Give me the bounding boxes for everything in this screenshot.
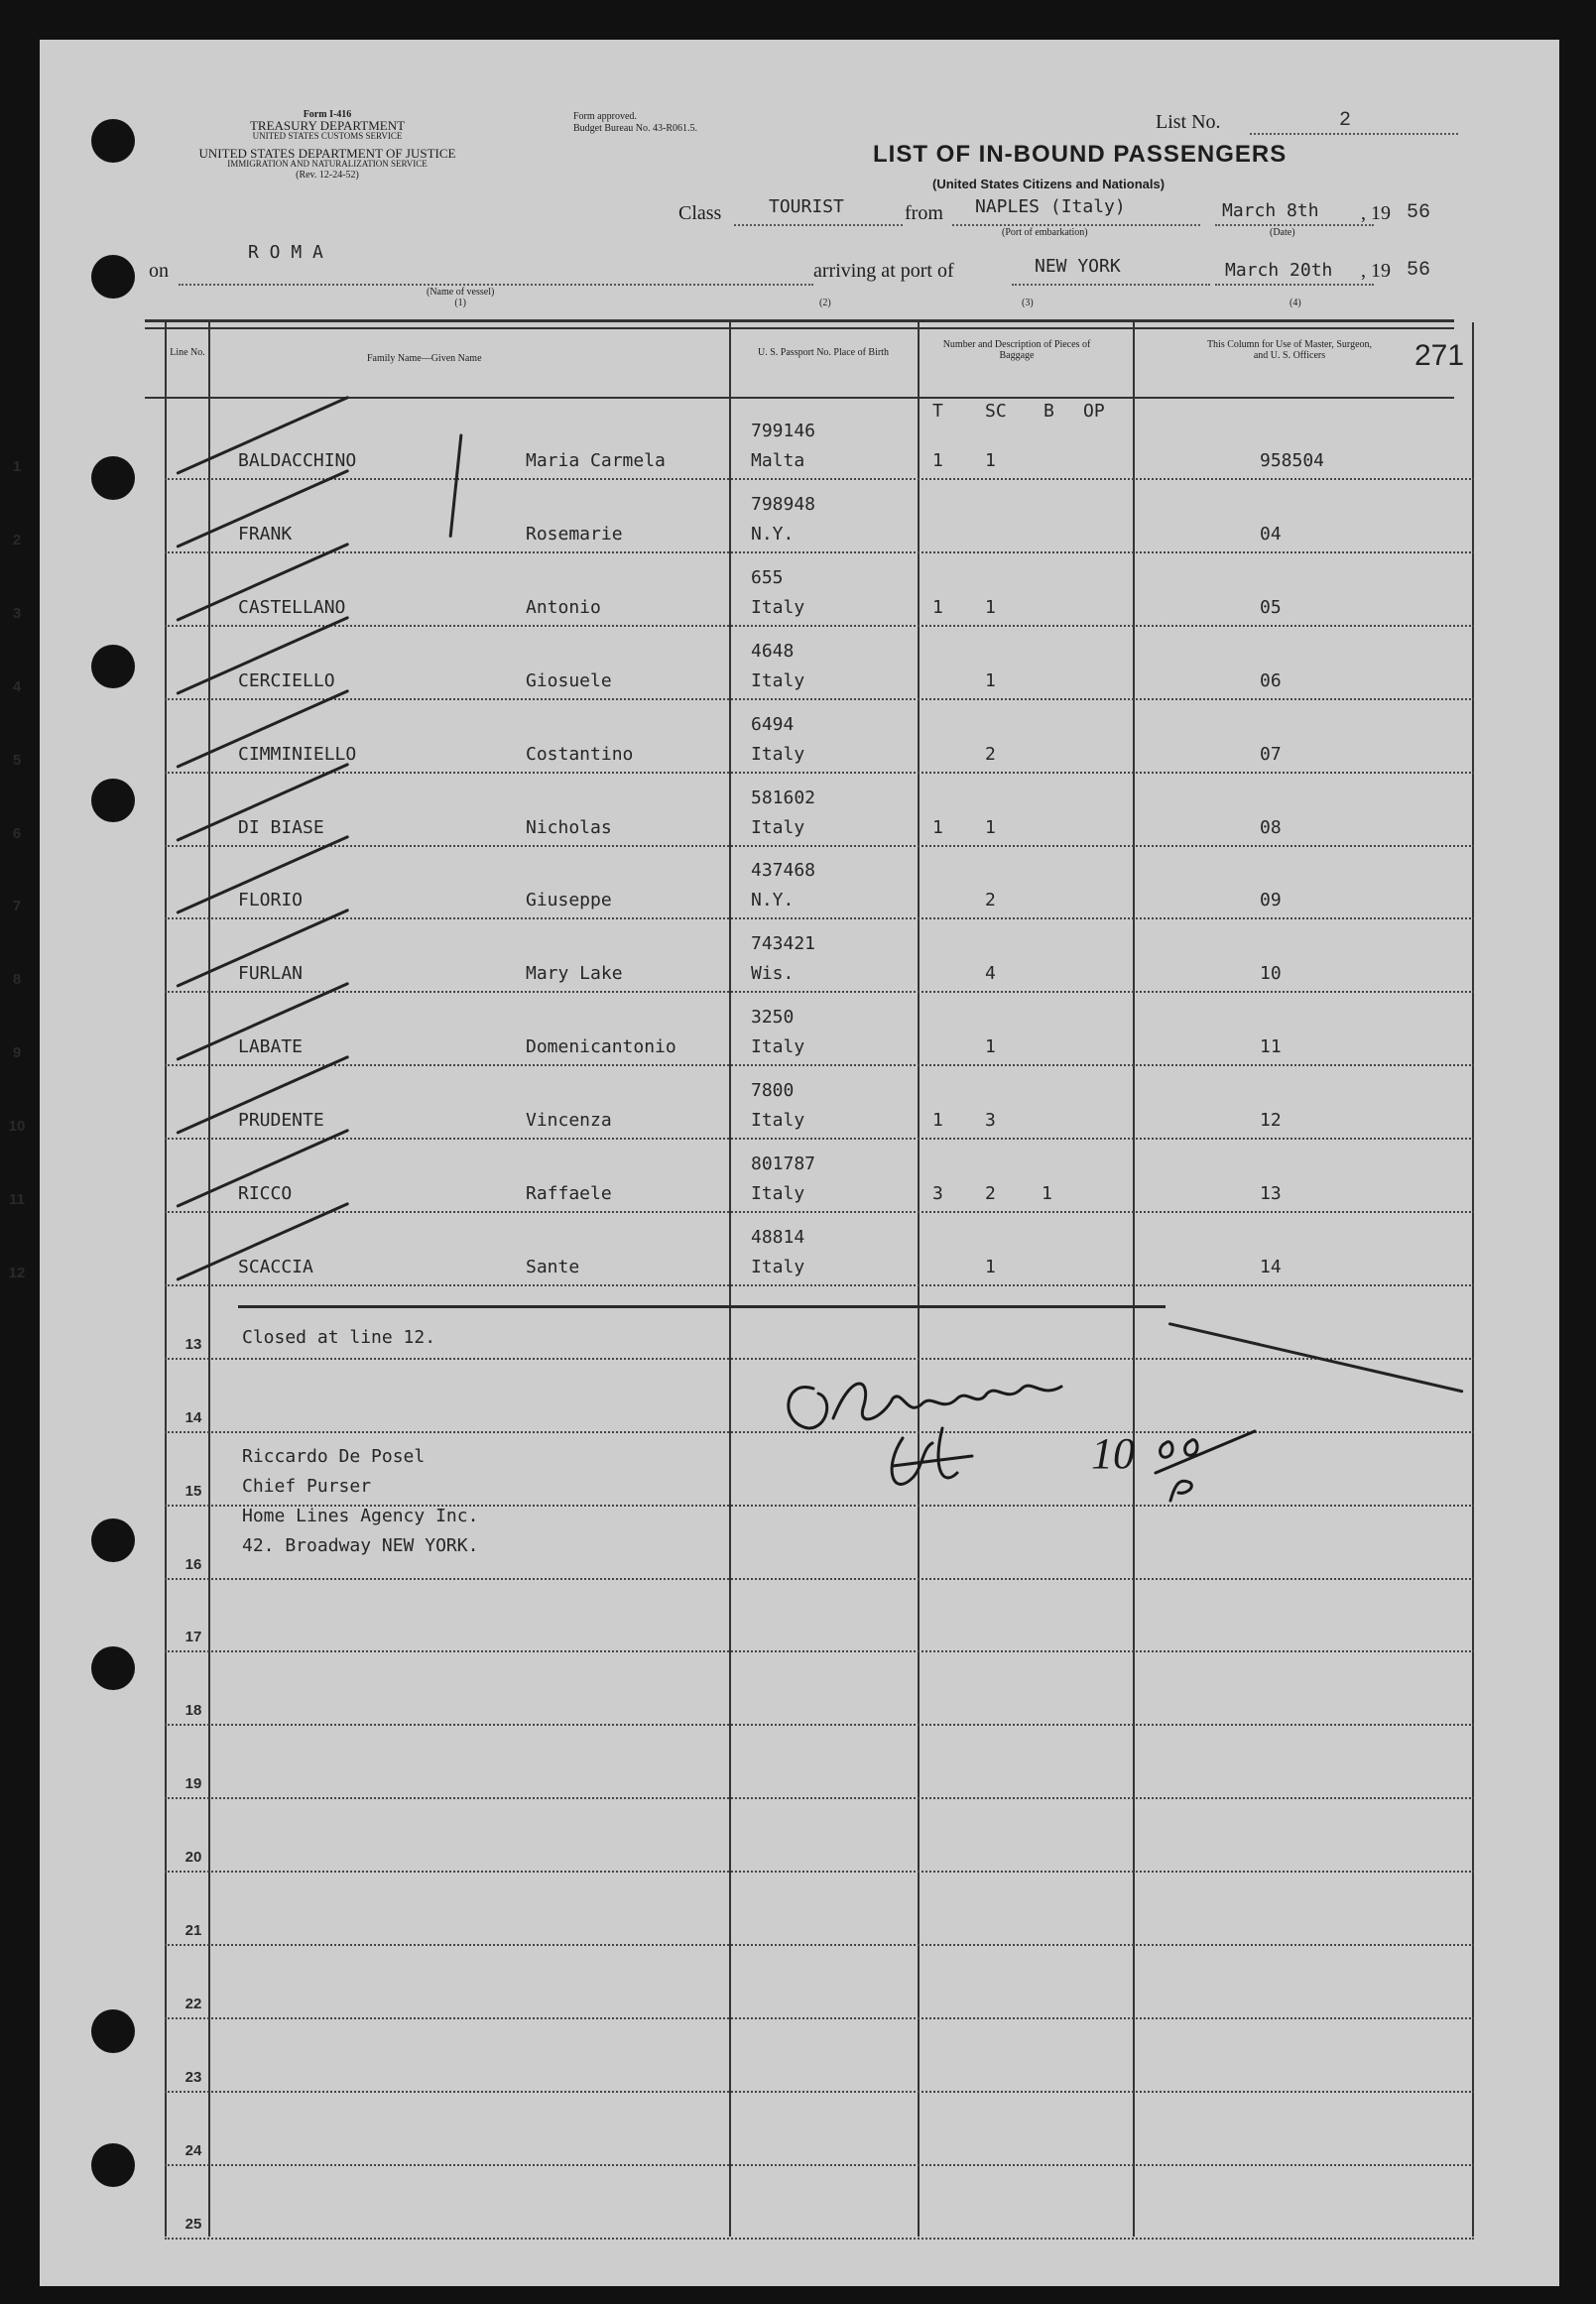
family-name: BALDACCHINO [238, 450, 357, 471]
treasury-department: TREASURY DEPARTMENT [249, 118, 406, 133]
page-subtitle: (United States Citizens and Nationals) [932, 177, 1166, 191]
row-divider [165, 1797, 1474, 1799]
row-divider [165, 991, 1474, 993]
page-title: LIST OF IN-BOUND PASSENGERS [873, 141, 1288, 168]
officer-number: 09 [1260, 890, 1282, 910]
port-caption: (Port of embarkation) [1002, 227, 1088, 238]
line-number: 10 [8, 1118, 26, 1135]
row-divider [165, 2017, 1474, 2019]
family-name: DI BIASE [238, 817, 324, 838]
closing-line [238, 1305, 1166, 1308]
officers-divider [1133, 322, 1135, 2237]
line-number: 13 [184, 1336, 202, 1353]
binder-hole [91, 779, 135, 822]
arrival-date-line [1215, 284, 1374, 286]
col-num-4: (4) [1289, 298, 1301, 308]
line-number: 14 [184, 1409, 202, 1426]
baggage-sc: 1 [985, 450, 996, 471]
row-divider [165, 2238, 1474, 2240]
agency-address: 42. Broadway NEW YORK. [242, 1535, 479, 1556]
vessel-caption-num: (1) [454, 298, 466, 308]
family-name: FLORIO [238, 890, 304, 910]
officer-number: 08 [1260, 817, 1282, 838]
form-approval [573, 111, 697, 135]
passport-number: 655 [751, 567, 784, 588]
port-of-embarkation: NAPLES (Italy) [975, 196, 1126, 217]
passport-number: 743421 [751, 933, 816, 954]
place-of-birth: Wis. [751, 963, 795, 984]
place-of-birth: Italy [751, 670, 805, 691]
vessel-name: R O M A [248, 242, 323, 263]
line-number: 4 [12, 678, 22, 695]
passport-number: 7800 [751, 1080, 795, 1101]
table-right-border [1472, 322, 1474, 2237]
baggage-sc: 2 [985, 890, 996, 910]
baggage-type-sc: SC [985, 401, 1007, 422]
table-top-border [145, 319, 1454, 322]
row-divider [165, 2091, 1474, 2093]
officer-number: 06 [1260, 670, 1282, 691]
line-number: 20 [184, 1849, 202, 1866]
binder-hole [91, 645, 135, 688]
line-number: 21 [184, 1922, 202, 1939]
row-divider [165, 1138, 1474, 1140]
line-no-divider [208, 322, 210, 2237]
passport-number: 799146 [751, 421, 816, 441]
col-header-line-no: Line No. [170, 347, 205, 358]
given-name: Vincenza [526, 1110, 612, 1131]
given-name: Giosuele [526, 670, 612, 691]
passport-number: 801787 [751, 1153, 816, 1174]
line-number: 11 [9, 1191, 25, 1208]
arrival-date: March 20th [1225, 260, 1333, 281]
binder-hole [91, 119, 135, 163]
arrival-year: 56 [1407, 259, 1431, 282]
baggage-t: 1 [932, 817, 943, 838]
row-divider [165, 772, 1474, 774]
time-mark-minutes [1151, 1423, 1270, 1503]
arriving-label: arriving at port of [813, 260, 954, 282]
closed-at-line: Closed at line 12. [242, 1327, 436, 1348]
baggage-sc: 2 [985, 1183, 996, 1204]
revision: (Rev. 12-24-52) [296, 170, 359, 181]
class-value: TOURIST [769, 196, 844, 217]
line-number: 8 [12, 971, 22, 988]
line-number: 19 [184, 1775, 202, 1792]
place-of-birth: Italy [751, 1036, 805, 1057]
baggage-sc: 1 [985, 1257, 996, 1277]
row-divider [165, 1211, 1474, 1213]
col-num-2: (2) [819, 298, 831, 308]
baggage-sc: 1 [985, 670, 996, 691]
binder-hole [91, 1646, 135, 1690]
place-of-birth: Italy [751, 1110, 805, 1131]
baggage-t: 3 [932, 1183, 943, 1204]
row-divider [165, 478, 1474, 480]
line-number: 3 [12, 605, 22, 622]
baggage-sc: 4 [985, 963, 996, 984]
given-name: Mary Lake [526, 963, 623, 984]
family-name: PRUDENTE [238, 1110, 324, 1131]
vessel-caption-text: (Name of vessel) [427, 287, 495, 298]
given-name: Rosemarie [526, 524, 623, 545]
given-name: Maria Carmela [526, 450, 666, 471]
form-number: Form I-416 [303, 109, 352, 120]
line-number: 6 [12, 825, 22, 842]
family-name: RICCO [238, 1183, 293, 1204]
from-label: from [905, 202, 943, 224]
officer-number: 13 [1260, 1183, 1282, 1204]
arrival-year-prefix: , 19 [1361, 260, 1391, 282]
row-divider [165, 625, 1474, 627]
table-top-border-2 [145, 327, 1454, 329]
passport-number: 48814 [751, 1227, 805, 1248]
row-divider [165, 1064, 1474, 1066]
binder-hole [91, 456, 135, 500]
baggage-sc: 1 [985, 817, 996, 838]
officer-number: 05 [1260, 597, 1282, 618]
place-of-birth: Italy [751, 1257, 805, 1277]
place-of-birth: Italy [751, 597, 805, 618]
purser-name: Riccardo De Posel [242, 1446, 426, 1467]
given-name: Domenicantonio [526, 1036, 676, 1057]
baggage-t: 1 [932, 450, 943, 471]
binder-hole [91, 1518, 135, 1562]
baggage-type-b: B [1044, 401, 1054, 422]
baggage-t: 1 [932, 1110, 943, 1131]
binder-hole [91, 255, 135, 299]
col-header-officers: This Column for Use of Master, Surgeon, and U. S. Officers [1206, 339, 1373, 361]
line-number: 15 [184, 1483, 202, 1500]
list-no-value: 2 [1339, 109, 1352, 132]
baggage-type-op: OP [1083, 401, 1105, 422]
purser-title: Chief Purser [242, 1476, 372, 1497]
family-name: CIMMINIELLO [238, 744, 357, 765]
date-line [1215, 224, 1374, 226]
arrival-port: NEW YORK [1035, 256, 1121, 277]
officer-number: 07 [1260, 744, 1282, 765]
class-line [734, 224, 903, 226]
baggage-type-t: T [932, 401, 943, 422]
given-name: Nicholas [526, 817, 612, 838]
passport-number: 437468 [751, 860, 816, 881]
line-number: 25 [184, 2216, 202, 2233]
officer-number: 958504 [1260, 450, 1325, 471]
list-no-line [1250, 133, 1458, 135]
family-name: FRANK [238, 524, 293, 545]
departure-date: March 8th [1222, 200, 1319, 221]
row-divider [165, 1650, 1474, 1652]
baggage-sc: 2 [985, 744, 996, 765]
line-number: 9 [12, 1044, 22, 1061]
baggage-t: 1 [932, 597, 943, 618]
place-of-birth: Italy [751, 1183, 805, 1204]
port-line [952, 224, 1200, 226]
time-mark-hour: 10 [1091, 1429, 1135, 1478]
form-approved: Form approved. [573, 111, 637, 122]
list-no-label: List No. [1156, 111, 1221, 133]
line-number: 17 [184, 1629, 202, 1645]
justice-department: UNITED STATES DEPARTMENT OF JUSTICE [198, 146, 456, 161]
line-number: 1 [12, 458, 22, 475]
col-header-name: Family Name—Given Name [367, 353, 482, 364]
place-of-birth: Italy [751, 817, 805, 838]
departure-year: 56 [1407, 201, 1431, 224]
col-num-3: (3) [1022, 298, 1034, 308]
line-number: 2 [12, 532, 22, 548]
on-label: on [149, 260, 169, 282]
line-number: 5 [12, 752, 22, 769]
row-divider [165, 2164, 1474, 2166]
row-divider [165, 917, 1474, 919]
given-name: Raffaele [526, 1183, 612, 1204]
row-divider [165, 1944, 1474, 1946]
row-divider [165, 1871, 1474, 1873]
line-number: 18 [184, 1702, 202, 1719]
place-of-birth: N.Y. [751, 890, 795, 910]
vessel-line [179, 284, 813, 286]
form-header-left [139, 109, 516, 181]
officer-number: 12 [1260, 1110, 1282, 1131]
table-left-border [165, 322, 167, 2237]
passport-number: 4648 [751, 641, 795, 662]
given-name: Antonio [526, 597, 601, 618]
arrival-port-line [1012, 284, 1210, 286]
given-name: Costantino [526, 744, 634, 765]
baggage-sc: 1 [985, 1036, 996, 1057]
given-name: Sante [526, 1257, 580, 1277]
class-label: Class [678, 202, 722, 224]
row-divider [165, 845, 1474, 847]
inspector-signature [774, 1349, 1131, 1508]
binder-hole [91, 2143, 135, 2187]
baggage-sc: 1 [985, 597, 996, 618]
baggage-divider [918, 322, 920, 2237]
departure-year-prefix: , 19 [1361, 202, 1391, 224]
row-divider [165, 698, 1474, 700]
family-name: SCACCIA [238, 1257, 313, 1277]
col-header-passport: U. S. Passport No. Place of Birth [758, 347, 889, 358]
row-divider [165, 1578, 1474, 1580]
line-number: 16 [184, 1556, 202, 1573]
family-name: CASTELLANO [238, 597, 346, 618]
date-caption: (Date) [1270, 227, 1295, 238]
binder-hole [91, 2009, 135, 2053]
immigration-service: IMMIGRATION AND NATURALIZATION SERVICE [227, 159, 428, 169]
place-of-birth: N.Y. [751, 524, 795, 545]
baggage-b: 1 [1042, 1183, 1052, 1204]
family-name: FURLAN [238, 963, 304, 984]
line-number: 24 [184, 2142, 202, 2159]
family-name: CERCIELLO [238, 670, 335, 691]
row-divider [165, 1284, 1474, 1286]
col-header-baggage: Number and Description of Pieces of Baggage [942, 339, 1091, 361]
place-of-birth: Malta [751, 450, 805, 471]
row-divider [165, 1724, 1474, 1726]
officer-number: 14 [1260, 1257, 1282, 1277]
budget-bureau: Budget Bureau No. 43-R061.5. [573, 123, 697, 134]
passport-number: 6494 [751, 714, 795, 735]
agency-name: Home Lines Agency Inc. [242, 1506, 479, 1526]
passport-number: 581602 [751, 788, 816, 808]
officer-number: 04 [1260, 524, 1282, 545]
row-divider [165, 551, 1474, 553]
baggage-sc: 3 [985, 1110, 996, 1131]
passport-number: 798948 [751, 494, 816, 515]
line-number: 12 [8, 1265, 26, 1281]
line-number: 22 [184, 1996, 202, 2012]
officer-number: 10 [1260, 963, 1282, 984]
family-name: LABATE [238, 1036, 304, 1057]
given-name: Giuseppe [526, 890, 612, 910]
vessel-caption [427, 287, 494, 308]
page-number: 271 [1414, 339, 1465, 372]
passport-number: 3250 [751, 1007, 795, 1028]
line-number: 7 [12, 898, 22, 914]
place-of-birth: Italy [751, 744, 805, 765]
officer-number: 11 [1260, 1036, 1282, 1057]
line-number: 23 [184, 2069, 202, 2086]
passport-divider [729, 322, 731, 2237]
customs-service: UNITED STATES CUSTOMS SERVICE [252, 131, 403, 141]
